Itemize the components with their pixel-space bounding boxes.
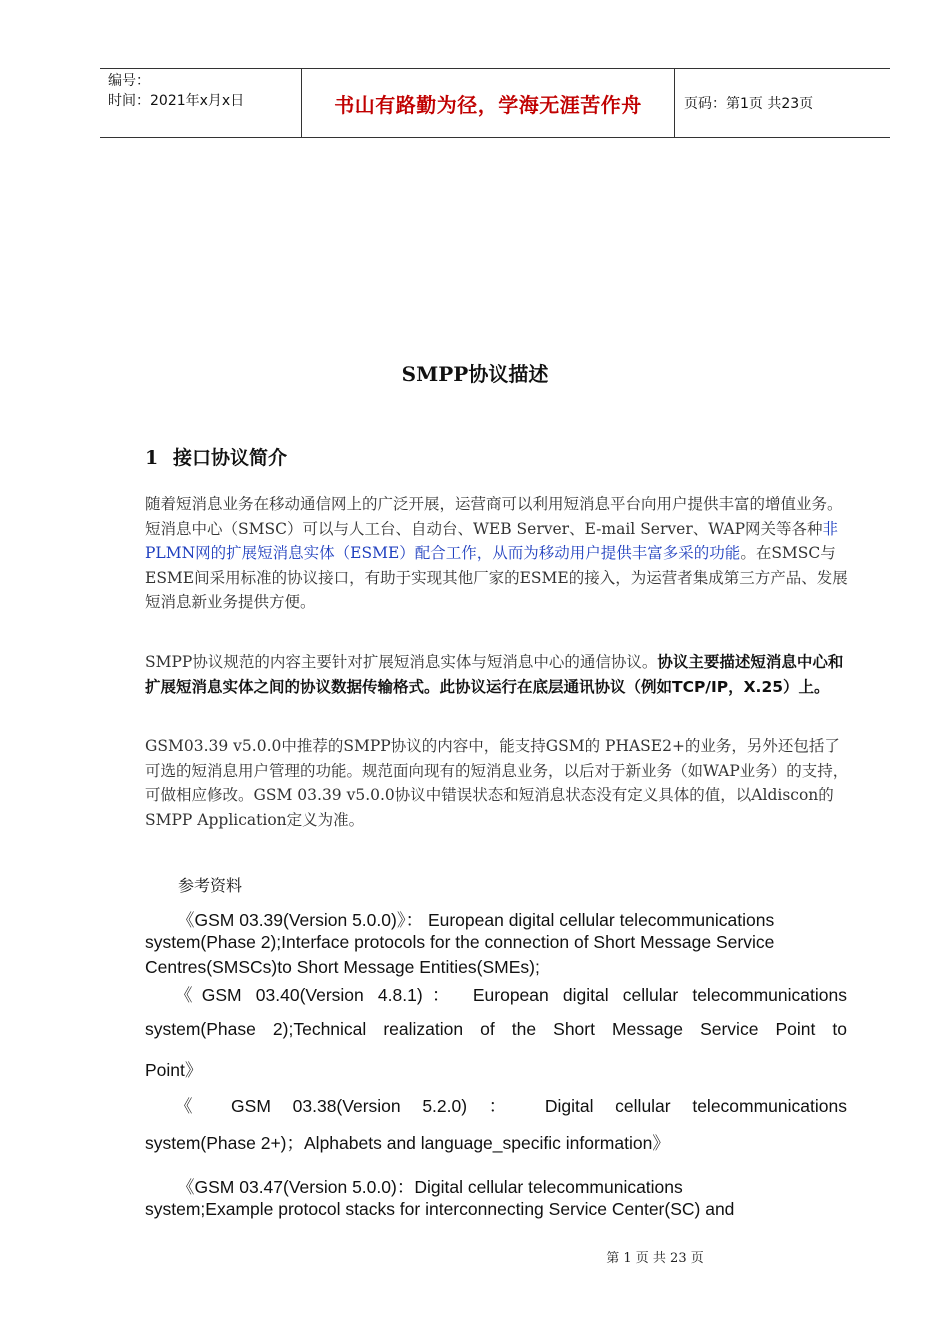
reference-line: system;Example protocol stacks for interconnecting Service Center(SC) and <box>145 1199 735 1219</box>
highlight-text: ， <box>476 544 493 562</box>
reference-line: 《GSM 03.40(Version 4.8.1)： European digital cellular telecommunications <box>175 985 847 1005</box>
reference-line: 《GSM 03.47(Version 5.0.0)：Digital cellular telecommunications <box>177 1177 683 1197</box>
page-footer: 第 1 页 共 23 页 <box>606 1251 704 1266</box>
section-number: 1 <box>145 447 159 469</box>
paragraph-text: 。在SMSC与ESME间采用标准的协议接口，有助于实现其他厂家的ESME的接入，为运营者集成第三方产品、发展短消息新业务提供方便。 <box>145 544 848 611</box>
paragraph-intro <box>145 492 850 615</box>
reference-line: system(Phase 2);Technical realization of the Short Message Service Point to <box>145 1019 847 1039</box>
header-time: 时间：2021年x月x日 <box>108 93 245 109</box>
paragraph-text: 随着短消息业务在移动通信网上的广泛开展，运营商可以利用短消息平台向用户提供丰富的增值业务。短消息中心（SMSC）可以与人工台、自动台、WEB Server、E-mail Server、WAP网关等各种 <box>145 495 843 538</box>
header-motto: 书山有路勤为径，学海无涯苦作舟 <box>334 93 642 117</box>
references-heading: 参考资料 <box>178 876 243 895</box>
reference-line: system(Phase 2);Interface protocols for the connection of Short Message Service <box>145 932 775 952</box>
paragraph-text: SMPP协议规范的内容主要针对扩展短消息实体与短消息中心的通信协议。 <box>145 653 658 671</box>
paragraph-text: GSM03.39 v5.0.0中推荐的SMPP协议的内容中，能支持GSM的 PHASE2+的业务，另外还包括了可选的短消息用户管理的功能。规范面向现有的短消息业务，以后对于新业务（如WAP业务）的支持，可做相应修改。GSM 03.39 v5.0.0协议中错误状态和短消息状态没有定义具体的值，以Aldiscon的SMPP Application定义为准。 <box>145 737 849 829</box>
reference-line: Centres(SMSCs)to Short Message Entities(SMEs); <box>145 957 540 977</box>
reference-line: Point》 <box>145 1060 203 1080</box>
highlight-text: 非PLMN网的扩展短消息实体（ESME）配合工作 <box>145 519 839 562</box>
emphasis-text: 协议主要描述短消息中心和扩展短消息实体之间的协议数据传输格式。此协议运行在底层通讯协议（例如TCP/IP，X.25）上。 <box>145 653 844 696</box>
section-heading <box>145 443 287 470</box>
page-header <box>100 68 890 138</box>
header-meta <box>108 71 300 111</box>
document-title: SMPP协议描述 <box>401 362 549 386</box>
reference-line: system(Phase 2+)；Alphabets and language_specific information》 <box>145 1133 670 1153</box>
header-number-label: 编号： <box>108 73 150 89</box>
header-page-info: 页码：第1页 共23页 <box>684 96 814 112</box>
section-title: 接口协议简介 <box>173 447 288 469</box>
highlight-text: 从而为移动用户提供丰富多采的功能 <box>492 544 741 562</box>
reference-line: 《 GSM 03.38(Version 5.2.0) ： Digital cellular telecommunications <box>175 1096 847 1116</box>
reference-line: 《GSM 03.39(Version 5.0.0)》： European digital cellular telecommunications <box>177 910 775 930</box>
header-divider <box>674 69 675 137</box>
paragraph-gsm0339 <box>145 734 850 832</box>
paragraph-smpp-scope <box>145 650 853 699</box>
